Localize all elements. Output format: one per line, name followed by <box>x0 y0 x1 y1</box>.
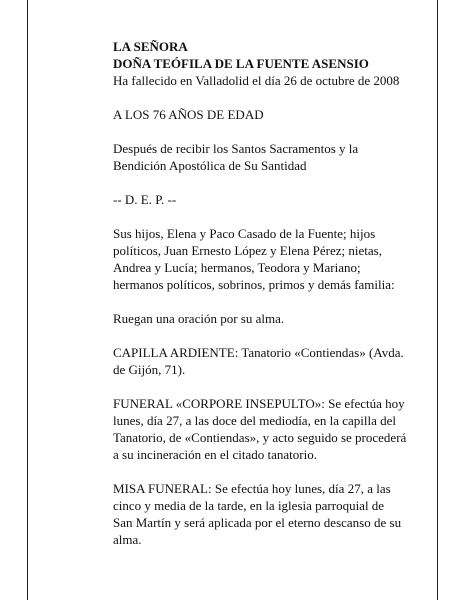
mass-line: San Martín y será aplicada por el eterno descanso de su <box>113 515 402 530</box>
death-announcement: Ha fallecido en Valladolid el día 26 de octubre de 2008 <box>113 73 400 88</box>
title-line-1: LA SEÑORA <box>113 39 188 54</box>
left-border-line <box>27 0 28 600</box>
deceased-name: DOÑA TEÓFILA DE LA FUENTE ASENSIO <box>113 56 369 71</box>
chapel-line: de Gijón, 71). <box>113 362 186 377</box>
family-paragraph <box>113 225 431 293</box>
rip-paragraph <box>113 191 431 208</box>
funeral-line: Tanatorio, de «Contiendas», y acto seguido se procederá <box>113 430 407 445</box>
sacraments-line: Bendición Apostólica de Su Santidad <box>113 158 307 173</box>
family-line: hermanos políticos, sobrinos, primos y demás familia: <box>113 277 395 292</box>
funeral-paragraph <box>113 395 431 463</box>
sacraments-line: Después de recibir los Santos Sacramentos y la <box>113 141 359 156</box>
mass-line: alma. <box>113 532 142 547</box>
mass-paragraph <box>113 480 431 548</box>
family-line: Andrea y Lucía; hermanos, Teodora y Mariano; <box>113 260 361 275</box>
family-line: Sus hijos, Elena y Paco Casado de la Fuente; hijos <box>113 226 376 241</box>
mass-line: MISA FUNERAL: Se efectúa hoy lunes, día 27, a las <box>113 481 391 496</box>
right-border-line <box>437 0 438 600</box>
funeral-line: lunes, día 27, a las doce del mediodía, en la capilla del <box>113 413 397 428</box>
obituary-header <box>113 38 431 89</box>
rip-line: -- D. E. P. -- <box>113 192 177 207</box>
chapel-paragraph <box>113 344 431 378</box>
age-paragraph <box>113 106 431 123</box>
mass-line: cinco y media de la tarde, en la iglesia parroquial de <box>113 498 385 513</box>
obituary-notice <box>113 38 431 565</box>
sacraments-paragraph <box>113 140 431 174</box>
funeral-line: a su incineración en el citado tanatorio. <box>113 447 317 462</box>
funeral-line: FUNERAL «CORPORE INSEPULTO»: Se efectúa hoy <box>113 396 405 411</box>
family-line: políticos, Juan Ernesto López y Elena Pérez; nietas, <box>113 243 382 258</box>
chapel-line: CAPILLA ARDIENTE: Tanatorio «Contiendas» (Avda. <box>113 345 404 360</box>
age-line: A LOS 76 AÑOS DE EDAD <box>113 107 264 122</box>
prayer-line: Ruegan una oración por su alma. <box>113 311 285 326</box>
prayer-paragraph <box>113 310 431 327</box>
